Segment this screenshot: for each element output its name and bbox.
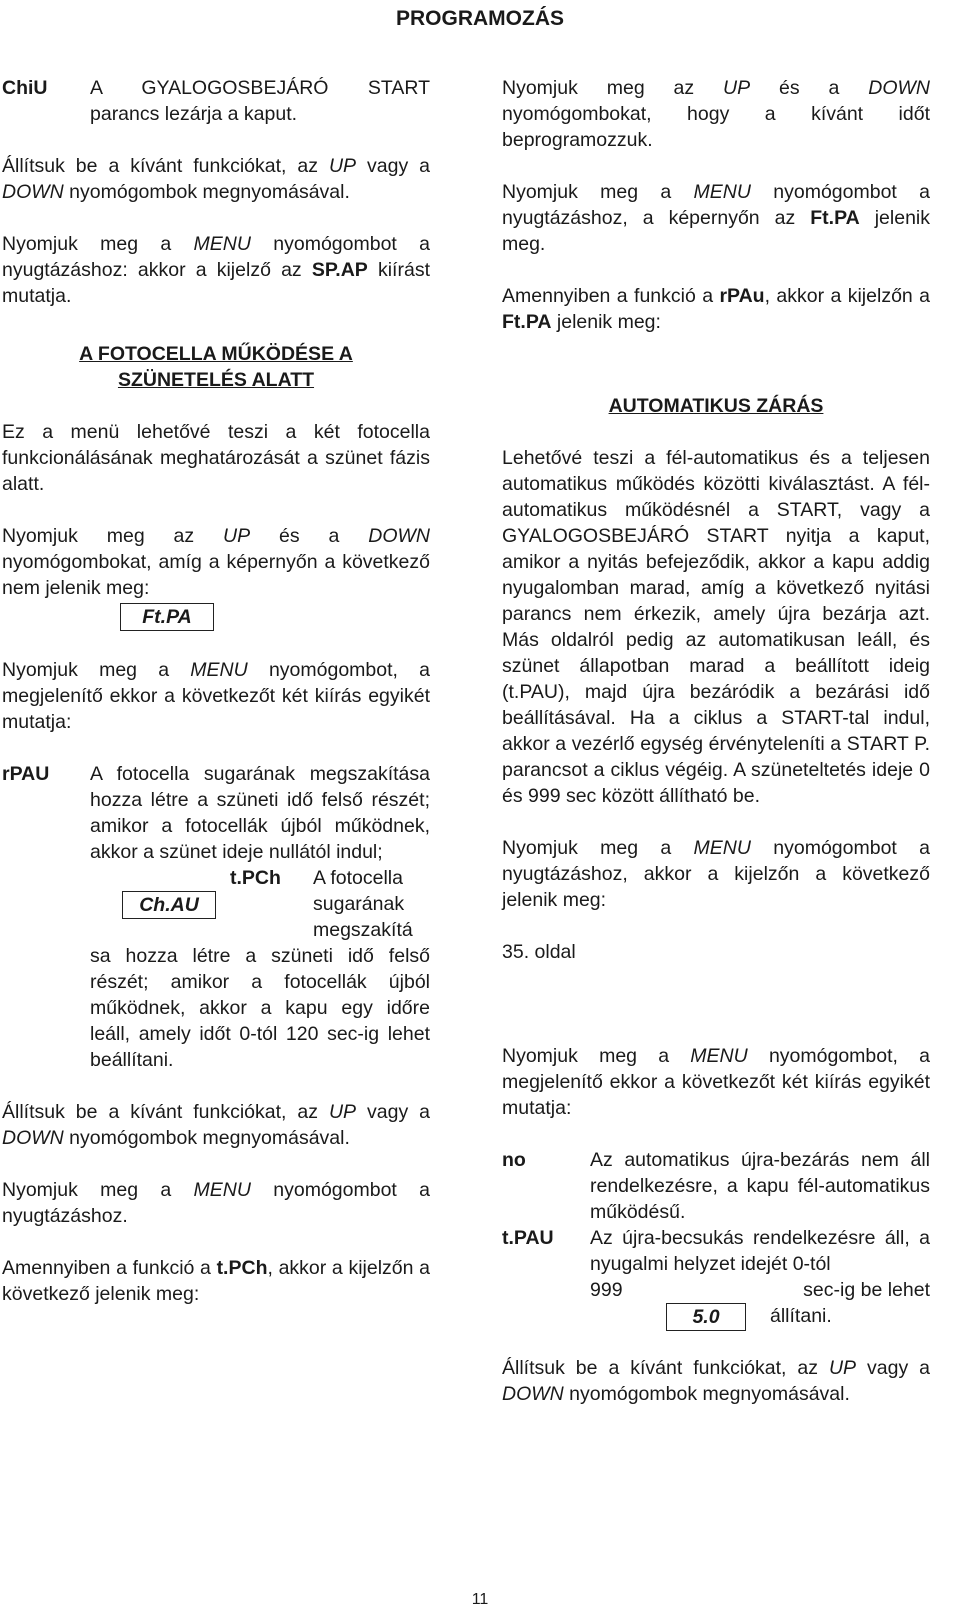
tpch-term: t.PCh xyxy=(230,867,281,889)
tpau-allitani: állítani. xyxy=(770,1305,832,1327)
tpau-entry xyxy=(502,1225,930,1329)
right-paragraph-5: Nyomjuk meg a MENU nyomógombot a nyugtázáshoz, akkor a kijelzőn a következő jelenik meg: xyxy=(502,837,930,911)
left-paragraph-4: Nyomjuk meg az UP és a DOWN nyomógombokat, amíg a képernyőn a következő nem jelenik meg: xyxy=(2,525,430,599)
no-entry xyxy=(502,1147,930,1225)
tpch-desc-line2: sugarának xyxy=(313,893,405,915)
section-heading-fotocella: A FOTOCELLA MŰKÖDÉSE A SZÜNETELÉS ALATT xyxy=(79,343,353,391)
right-paragraph-6: Nyomjuk meg a MENU nyomógombot, a megjelenítő ekkor a következőt két kiírás egyikét mutatja: xyxy=(502,1045,930,1119)
right-paragraph-4: Lehetővé teszi a fél-automatikus és a teljesen automatikus működés közötti kiválasztást. A fél-automatikus működésnél a START, vagy a GYALOGOSBEJÁRÓ START nyitja a kaput, amikor a nyitás befejeződik, akkor a kapu addig nyugalomban marad, amíg a következő nyitási parancs nem érkezik, amely újra bezárja azt. Más oldalról pedig az automatikusan leáll, és szünet állapotban marad a beállított ideig (t.PAU), majd újra bezáródik a bezárási idő beállításával. Ha a ciklus a START-tal indul, akkor a vezérlő egység érvényteleníti a START P. parancsot a ciklus végéig. A szüneteltetés ideje 0 és 999 sec között állítható be. xyxy=(502,447,930,807)
tpau-description: Az újra-becsukás rendelkezésre áll, a nyugalmi helyzet idejét 0-tól xyxy=(590,1227,930,1275)
right-paragraph-3: Amennyiben a funkció a rPAu, akkor a kijelzőn a Ft.PA jelenik meg: xyxy=(502,285,930,333)
left-column xyxy=(2,75,430,1307)
left-paragraph-2: Nyomjuk meg a MENU nyomógombot a nyugtázáshoz: akkor a kijelző az SP.AP kiírást mutatja. xyxy=(2,233,430,307)
right-paragraph-7: Állítsuk be a kívánt funkciókat, az UP vagy a DOWN nyomógombok megnyomásával. xyxy=(502,1357,930,1405)
display-box-ftpa: Ft.PA xyxy=(120,603,214,631)
left-paragraph-7: Nyomjuk meg a MENU nyomógombot a nyugtázáshoz. xyxy=(2,1179,430,1227)
tpau-sec: sec-ig be lehet xyxy=(803,1279,930,1301)
rpau-description: A fotocella sugarának megszakítása hozza létre a szüneti idő felső részét; amikor a fotocellák újból működnek, akkor a szünet ideje nullától indul; xyxy=(90,763,430,863)
chiu-entry xyxy=(2,75,430,127)
no-term: no xyxy=(502,1149,526,1171)
right-paragraph-1: Nyomjuk meg az UP és a DOWN nyomógombokat, hogy a kívánt időt beprogramozzuk. xyxy=(502,77,930,151)
tpau-max: 999 xyxy=(590,1279,623,1301)
display-box-chau: Ch.AU xyxy=(122,891,216,919)
display-box-value: 5.0 xyxy=(666,1303,746,1331)
tpch-desc-line3: megszakítá xyxy=(313,919,413,941)
left-paragraph-8: Amennyiben a funkció a t.PCh, akkor a kijelzőn a következő jelenik meg: xyxy=(2,1257,430,1305)
section-heading-automatikus-zaras: AUTOMATIKUS ZÁRÁS xyxy=(608,395,824,417)
left-paragraph-1: Állítsuk be a kívánt funkciókat, az UP vagy a DOWN nyomógombok megnyomásával. xyxy=(2,155,430,203)
page-number: 11 xyxy=(471,1591,489,1608)
tpch-entry xyxy=(90,865,430,943)
left-paragraph-3: Ez a menü lehetővé teszi a két fotocella funkcionálásának meghatározását a szünet fázis alatt. xyxy=(2,421,430,495)
display-box-ftpa-wrap xyxy=(2,603,430,631)
left-paragraph-5: Nyomjuk meg a MENU nyomógombot, a megjelenítő ekkor a következőt két kiírás egyikét mutatja: xyxy=(2,659,430,733)
chiu-term: ChiU xyxy=(2,77,48,99)
page-title: PROGRAMOZÁS xyxy=(396,7,564,30)
tpau-term: t.PAU xyxy=(502,1227,554,1249)
rpau-entry xyxy=(2,761,430,865)
tpau-detail xyxy=(590,1277,930,1329)
right-paragraph-2: Nyomjuk meg a MENU nyomógombot a nyugtázáshoz, a képernyőn az Ft.PA jelenik meg. xyxy=(502,181,930,255)
chiu-description: A GYALOGOSBEJÁRÓ START parancs lezárja a kaput. xyxy=(90,77,430,125)
rpau-term: rPAU xyxy=(2,763,50,785)
right-column xyxy=(502,75,930,1407)
tpch-description: sa hozza létre a szüneti idő felső részét; amikor a fotocellák újból működnek, akkor a kapu egy időre leáll, amely időt 0-tól 120 sec-ig lehet beállítani. xyxy=(90,945,430,1071)
no-description: Az automatikus újra-bezárás nem áll rendelkezésre, a kapu fél-automatikus működésű. xyxy=(590,1149,930,1223)
left-paragraph-6: Állítsuk be a kívánt funkciókat, az UP vagy a DOWN nyomógombok megnyomásával. xyxy=(2,1101,430,1149)
tpch-desc-line1: A fotocella xyxy=(313,867,403,889)
page-reference: 35. oldal xyxy=(502,941,576,963)
